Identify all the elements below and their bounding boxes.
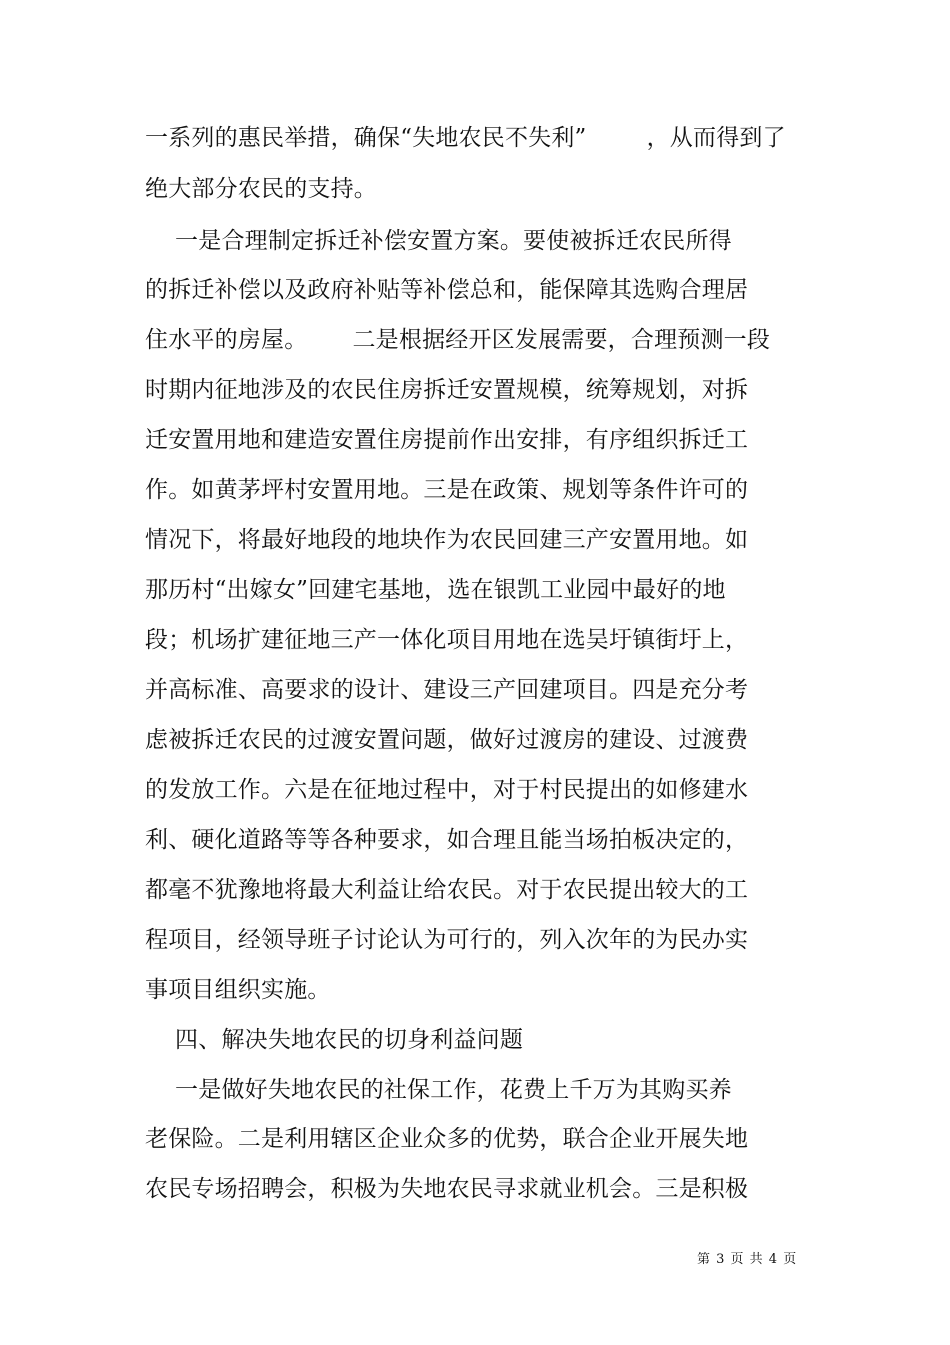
body-line-12: 并高标准、高要求的设计、建设三产回建项目。四是充分考 [145,677,749,703]
body-line-7: 迁安置用地和建造安置住房提前作出安排，有序组织拆迁工 [145,427,749,453]
body-line-10: 那历村“出嫁女”回建宅基地，选在银凯工业园中最好的地 [145,577,726,603]
body-line-17: 程项目，经领导班子讨论认为可行的，列入次年的为民办实 [145,927,749,953]
body-line-14: 的发放工作。六是在征地过程中，对于村民提出的如修建水 [145,777,749,803]
body-line-11: 段；机场扩建征地三产一体化项目用地在选吴圩镇街圩上， [145,627,749,653]
body-line-9: 情况下，将最好地段的地块作为农民回建三产安置用地。如 [145,527,749,553]
body-line-22: 农民专场招聘会，积极为失地农民寻求就业机会。三是积极 [145,1176,749,1202]
body-line-16: 都毫不犹豫地将最大利益让给农民。对于农民提出较大的工 [145,877,749,903]
body-line-20: 一是做好失地农民的社保工作，花费上千万为其购买养 [145,1077,732,1103]
body-line-3: 一是合理制定拆迁补偿安置方案。要使被拆迁农民所得 [145,228,732,254]
section-heading: 四、解决失地农民的切身利益问题 [145,1027,524,1053]
body-line-6: 时期内征地涉及的农民住房拆迁安置规模，统筹规划，对拆 [145,377,749,403]
body-line-2: 绝大部分农民的支持。 [145,176,377,202]
body-line-1: 一系列的惠民举措，确保“失地农民不失利” ，从而得到了 [145,125,786,151]
body-line-5: 住水平的房屋。 二是根据经开区发展需要，合理预测一段 [145,327,771,353]
body-line-4: 的拆迁补偿以及政府补贴等补偿总和，能保障其选购合理居 [145,277,749,303]
page-number: 第 3 页 共 4 页 [697,1252,798,1267]
body-line-21: 老保险。二是利用辖区企业众多的优势，联合企业开展失地 [145,1126,749,1152]
body-line-15: 利、硬化道路等等各种要求，如合理且能当场拍板决定的， [145,827,749,853]
body-line-13: 虑被拆迁农民的过渡安置问题，做好过渡房的建设、过渡费 [145,727,749,753]
body-line-18: 事项目组织实施。 [145,977,331,1003]
body-line-8: 作。如黄茅坪村安置用地。三是在政策、规划等条件许可的 [145,477,749,503]
